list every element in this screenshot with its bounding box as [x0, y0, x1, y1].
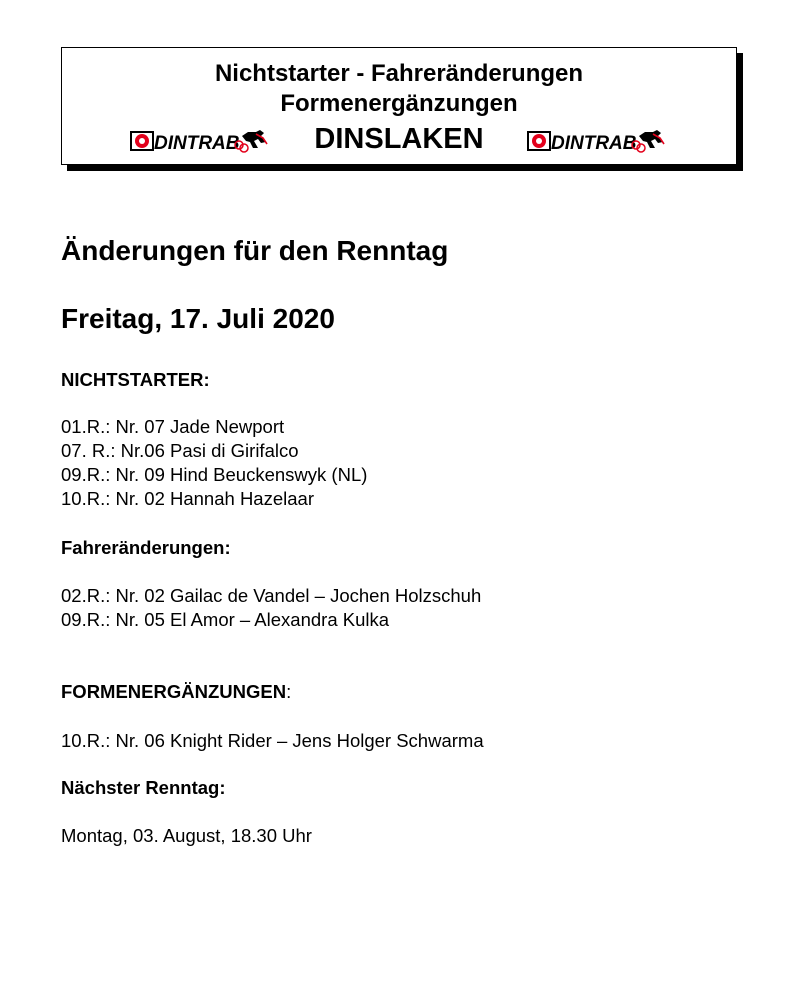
formen-heading: [61, 681, 291, 703]
naechster-heading: Nächster Renntag:: [61, 777, 226, 798]
formen-heading-colon: :: [286, 681, 292, 702]
fahrer-heading: Fahreränderungen:: [61, 537, 231, 558]
nichtstarter-item: 09.R.: Nr. 09 Hind Beuckenswyk (NL): [61, 464, 368, 485]
nichtstarter-heading: NICHTSTARTER:: [61, 369, 210, 390]
nichtstarter-item: 07. R.: Nr.06 Pasi di Girifalco: [61, 440, 299, 461]
page-title: Änderungen für den Renntag: [61, 235, 449, 266]
logo-text: DINTRAB: [551, 133, 637, 154]
nichtstarter-item: 01.R.: Nr. 07 Jade Newport: [61, 416, 285, 437]
fahrer-item: 09.R.: Nr. 05 El Amor – Alexandra Kulka: [61, 609, 390, 630]
logo-text: DINTRAB: [154, 133, 240, 154]
formen-heading-text: FORMENERGÄNZUNGEN: [61, 681, 287, 702]
race-date: Freitag, 17. Juli 2020: [61, 303, 335, 334]
dintrab-logo: [527, 128, 667, 154]
header-city: DINSLAKEN: [314, 123, 484, 155]
fahrer-item: 02.R.: Nr. 02 Gailac de Vandel – Jochen Holzschuh: [61, 585, 482, 606]
naechster-value: Montag, 03. August, 18.30 Uhr: [61, 825, 312, 846]
header-title-line1: Nichtstarter - Fahreränderungen: [214, 60, 584, 87]
header-box: [61, 47, 737, 165]
header-title-line2: Formenergänzungen: [280, 90, 518, 117]
nichtstarter-item: 10.R.: Nr. 02 Hannah Hazelaar: [61, 488, 314, 509]
formen-item: 10.R.: Nr. 06 Knight Rider – Jens Holger Schwarma: [61, 730, 484, 751]
